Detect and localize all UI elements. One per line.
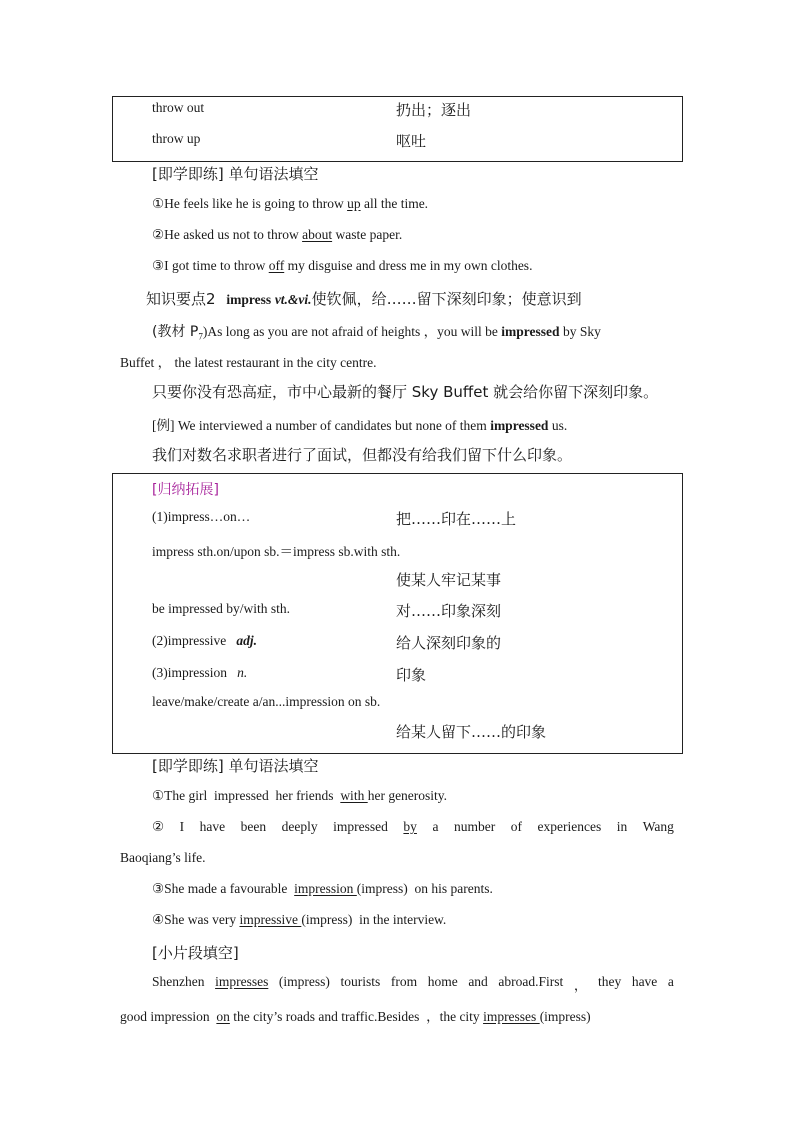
word: ， bbox=[573, 978, 588, 993]
word: been bbox=[240, 819, 267, 834]
ext-pos: adj. bbox=[236, 633, 257, 648]
answer-blank: with bbox=[340, 788, 368, 803]
ext-cn-1: 把……印在……上 bbox=[396, 510, 517, 528]
ext-en-1: (1)impress…on… bbox=[152, 509, 251, 524]
example-sentence bbox=[152, 414, 567, 434]
ext-en-6 bbox=[152, 665, 247, 681]
item-text: ①The girl impressed her friends bbox=[152, 788, 341, 803]
word: Shenzhen bbox=[152, 974, 205, 989]
item-text: ②He asked us not to throw bbox=[152, 227, 303, 242]
knowledge-point-heading bbox=[146, 288, 582, 309]
item-text: all the time. bbox=[360, 196, 429, 211]
vocab-cn-throw-out: 扔出；逐出 bbox=[396, 101, 472, 119]
word: from bbox=[390, 974, 418, 989]
textbook-text: )As long as you are not afraid of heights ，you will be bbox=[202, 324, 502, 339]
item-text: ③I got time to throw bbox=[152, 258, 269, 273]
word: have bbox=[631, 974, 658, 989]
item-text: ④She was very bbox=[152, 912, 240, 927]
item-text: waste paper. bbox=[332, 227, 403, 242]
textbook-line-2: Buffet ， the latest restaurant in the city centre. bbox=[120, 355, 377, 370]
word: have bbox=[199, 819, 226, 834]
ext-cn-6: 印象 bbox=[396, 666, 427, 684]
answer-blank: off bbox=[268, 258, 285, 273]
answer-blank: impresses bbox=[215, 974, 269, 989]
practice1-item-3 bbox=[152, 258, 532, 274]
word: I bbox=[179, 819, 185, 834]
vocab-cn-throw-up: 呕吐 bbox=[396, 132, 427, 150]
word: ② bbox=[152, 819, 165, 834]
vocab-en-throw-out: throw out bbox=[152, 100, 205, 115]
textbook-prefix: (教材 P bbox=[152, 324, 199, 340]
item-text: her generosity. bbox=[367, 788, 448, 803]
example-text: [例] We interviewed a number of candidates but none of them bbox=[152, 418, 491, 433]
paragraph-line-2 bbox=[120, 1005, 591, 1025]
practice2-item-3 bbox=[152, 881, 493, 897]
practice1-item-2 bbox=[152, 227, 402, 243]
practice2-item-4 bbox=[152, 912, 446, 928]
ext-cn-8: 给某人留下……的印象 bbox=[396, 723, 547, 741]
ext-text: (3)impression bbox=[152, 665, 238, 680]
word: home bbox=[427, 974, 458, 989]
answer-blank: impression bbox=[294, 881, 357, 896]
ext-en-7: leave/make/create a/an...impression on sb. bbox=[152, 694, 381, 709]
word: tourists bbox=[340, 974, 381, 989]
ext-cn-4: 对……印象深刻 bbox=[396, 602, 502, 620]
para-text: the city’s roads and traffic.Besides ，the city bbox=[229, 1009, 484, 1024]
paragraph-header: [小片段填空] bbox=[152, 944, 239, 962]
ext-text: (2)impressive bbox=[152, 633, 237, 648]
word: a bbox=[432, 819, 439, 834]
kp-label: 知识要点2 bbox=[146, 290, 216, 308]
word: they bbox=[597, 974, 622, 989]
textbook-line-1 bbox=[152, 320, 674, 342]
word: experiences bbox=[537, 819, 602, 834]
answer-blank: by bbox=[403, 819, 417, 834]
practice2-item-2-line-1 bbox=[152, 819, 674, 835]
word: (impress) bbox=[278, 974, 330, 989]
para-text: good impression bbox=[120, 1009, 217, 1024]
practice2-item-2-line-2: Baoqiang’s life. bbox=[120, 850, 206, 865]
kp-meaning: 使钦佩，给……留下深刻印象；使意识到 bbox=[311, 290, 582, 308]
ext-cn-3: 使某人牢记某事 bbox=[396, 571, 502, 589]
item-text: (impress) in the interview. bbox=[301, 912, 447, 927]
answer-blank: impresses bbox=[483, 1009, 540, 1024]
practice-header-2: [即学即练] 单句语法填空 bbox=[152, 757, 319, 775]
word: abroad.First bbox=[498, 974, 564, 989]
practice1-item-1 bbox=[152, 196, 428, 212]
practice-header-1: [即学即练] 单句语法填空 bbox=[152, 165, 319, 183]
item-text: my disguise and dress me in my own clothes. bbox=[284, 258, 533, 273]
answer-blank: impressive bbox=[239, 912, 302, 927]
word: number bbox=[453, 819, 496, 834]
vocab-en-throw-up: throw up bbox=[152, 131, 201, 146]
textbook-text: by Sky bbox=[559, 324, 601, 339]
kp-word: impress bbox=[226, 292, 272, 307]
example-bold-word: impressed bbox=[490, 418, 549, 433]
kp-pos: vt.&vi. bbox=[274, 292, 312, 307]
example-text: us. bbox=[548, 418, 568, 433]
textbook-translation: 只要你没有恐高症，市中心最新的餐厅 Sky Buffet 就会给你留下深刻印象。 bbox=[152, 383, 659, 401]
word: in bbox=[616, 819, 628, 834]
textbook-page: 7 bbox=[198, 331, 203, 342]
ext-en-2: impress sth.on/upon sb.＝impress sb.with sth. bbox=[152, 544, 401, 559]
word: and bbox=[468, 974, 488, 989]
ext-pos: n. bbox=[237, 665, 248, 680]
paragraph-line-1 bbox=[152, 974, 674, 994]
ext-en-4: be impressed by/with sth. bbox=[152, 601, 290, 616]
answer-blank: about bbox=[302, 227, 333, 242]
item-text: ①He feels like he is going to throw bbox=[152, 196, 348, 211]
ext-en-5 bbox=[152, 633, 257, 649]
word: impressed bbox=[333, 819, 388, 834]
practice2-item-1 bbox=[152, 788, 447, 804]
answer-blank: on bbox=[216, 1009, 230, 1024]
para-text: (impress) bbox=[539, 1009, 591, 1024]
textbook-bold-word: impressed bbox=[501, 324, 560, 339]
item-text: (impress) on his parents. bbox=[356, 881, 493, 896]
item-text: ③She made a favourable bbox=[152, 881, 295, 896]
word: Wang bbox=[642, 819, 674, 834]
word: of bbox=[510, 819, 522, 834]
word: deeply bbox=[281, 819, 318, 834]
example-translation: 我们对数名求职者进行了面试，但都没有给我们留下什么印象。 bbox=[152, 446, 573, 464]
word: a bbox=[667, 974, 674, 989]
answer-blank: up bbox=[347, 196, 361, 211]
extension-title: [归纳拓展] bbox=[152, 482, 219, 498]
ext-cn-5: 给人深刻印象的 bbox=[396, 634, 502, 652]
